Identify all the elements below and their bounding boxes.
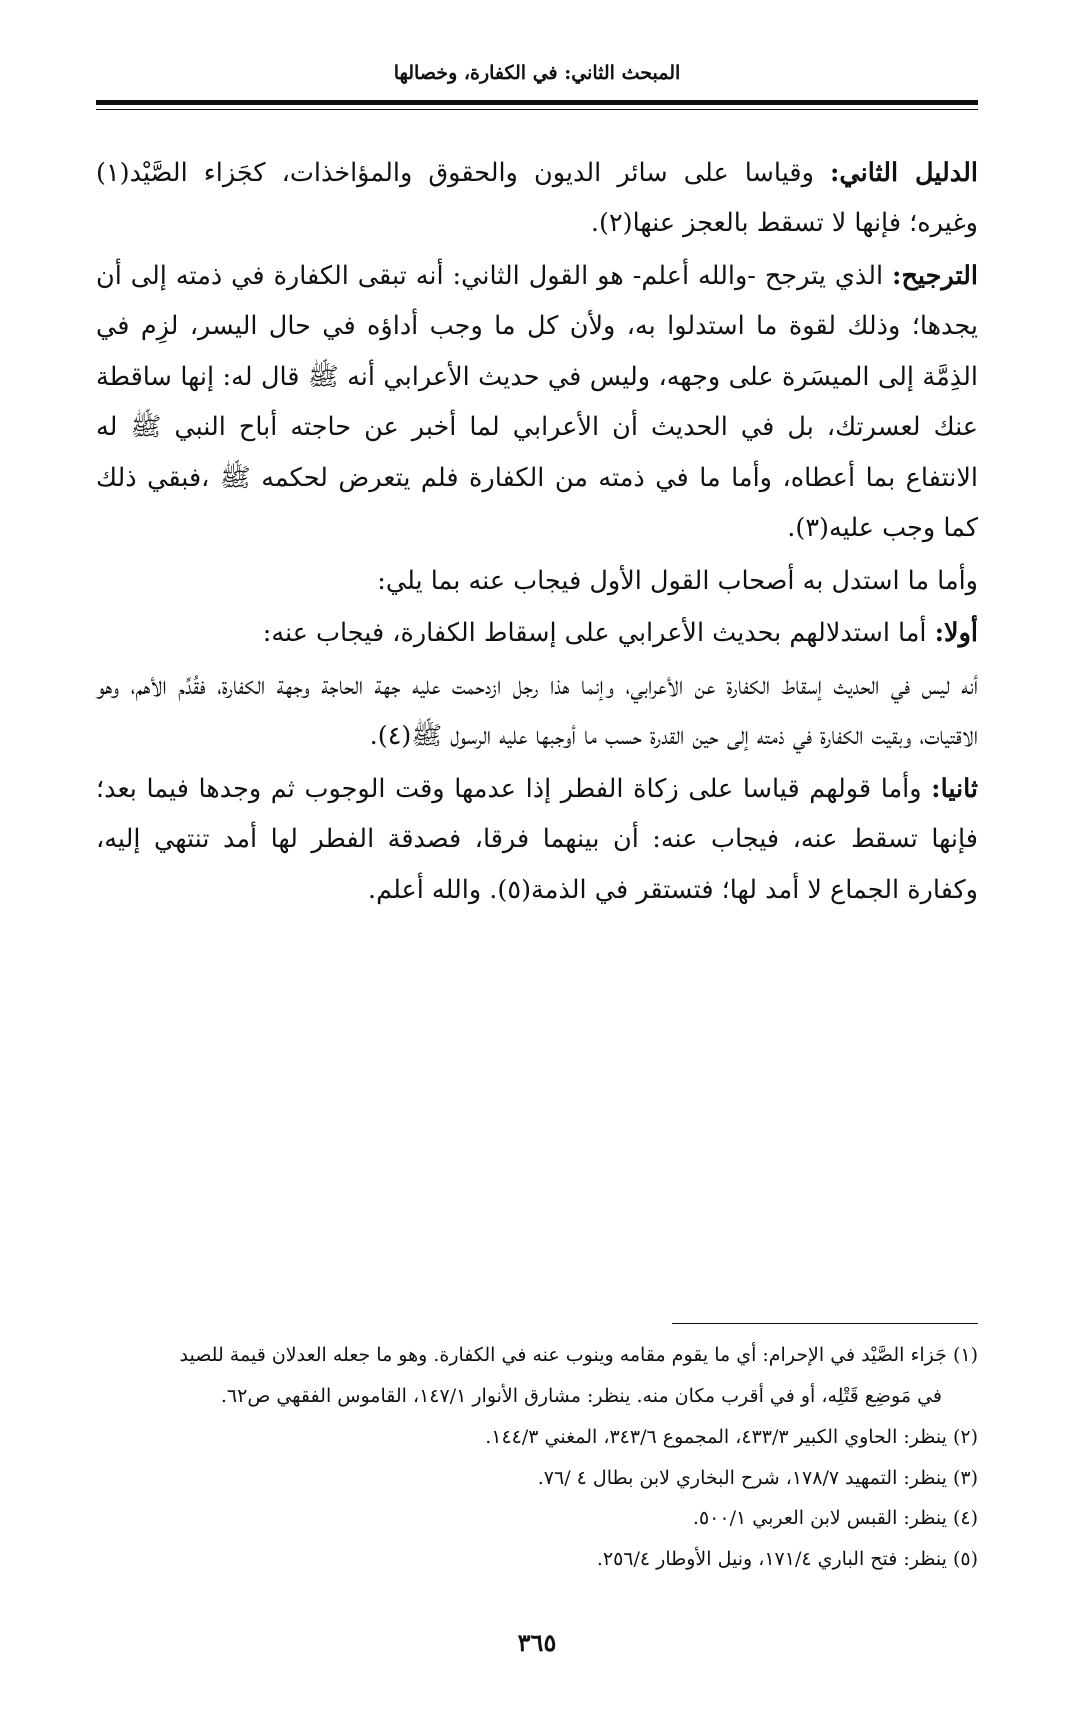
header-rule-thin — [96, 109, 978, 110]
running-header: المبحث الثاني: في الكفارة، وخصالها — [393, 62, 681, 84]
paragraph-label: ثانيا: — [931, 773, 978, 804]
footnote-3: (٣) ينظر: التمهيد ١٧٨/٧، شرح البخاري لابن بطال ٤ /٧٦. — [537, 1466, 978, 1489]
footnote-2: (٢) ينظر: الحاوي الكبير ٤٣٣/٣، المجموع ٣٤٣/٦، المغني ١٤٤/٣. — [485, 1425, 978, 1448]
paragraph-first-point — [96, 608, 978, 658]
footnote-1: (١) جَزاء الصَّيْد في الإحرام: أي ما يقوم مقامه وينوب عنه في الكفارة. وهو ما جعله العدلان قيمة للصيد — [179, 1344, 978, 1366]
paragraph-text: وأما قولهم قياسا على زكاة الفطر إذا عدمها وقت الوجوب ثم وجدها فيما بعد؛ فإنها تسقط عنه، فيجاب عنه: أن بينهما فرقا، فصدقة الفطر لها أمد تنتهي إليه، وكفارة الجماع لا أمد لها؛ فتستقر في الذمة(٥). والله أعلم. — [96, 773, 978, 905]
header-rule-thick — [96, 100, 978, 105]
footnotes — [96, 1335, 978, 1580]
paragraph-second-evidence — [96, 148, 978, 249]
footnote-separator — [672, 1323, 978, 1324]
paragraph-label: الترجيح: — [892, 260, 978, 291]
paragraph-response-intro — [96, 556, 978, 606]
paragraph-text: وقياسا على سائر الديون والحقوق والمؤاخذات، كجَزاء الصَّيْد(١) وغيره؛ فإنها لا تسقط بالعجز عنها(٢). — [96, 158, 978, 239]
footnote-4: (٤) ينظر: القبس لابن العربي ٥٠٠/١. — [692, 1507, 978, 1530]
body-text — [96, 148, 978, 917]
paragraph-text: أما استدلالهم بحديث الأعرابي على إسقاط الكفارة، فيجاب عنه: — [262, 618, 935, 649]
paragraph-text: أنه ليس في الحديث إسقاط الكفارة عن الأعرابي، وإنما هذا رجل ازدحمت عليه جهة الحاجة وجهة الكفارة، فقُدِّم الأهم، وهو الاقتيات، وبقيت الكفارة في ذمته إلى حين القدرة حسب ما أوجبها عليه الرسول ﷺ(٤). — [96, 670, 978, 752]
footnote-1-continuation: في مَوضِع قَتْلِه، أو في أقرب مكان منه. ينظر: مشارق الأنوار ١٤٧/١، القاموس الفقهي ص٦٢. — [220, 1384, 942, 1407]
paragraph-preference — [96, 251, 978, 554]
paragraph-label: أولا: — [934, 618, 978, 649]
page-number: ٣٦٥ — [517, 1628, 557, 1657]
paragraph-label: الدليل الثاني: — [830, 158, 979, 188]
footnote-5: (٥) ينظر: فتح الباري ١٧١/٤، ونيل الأوطار ٢٥٦/٤. — [596, 1548, 978, 1571]
paragraph-text: وأما ما استدل به أصحاب القول الأول فيجاب عنه بما يلي: — [377, 565, 978, 596]
paragraph-first-answer — [96, 661, 978, 762]
paragraph-second-point — [96, 764, 978, 915]
paragraph-text: الذي يترجح -والله أعلم- هو القول الثاني: أنه تبقى الكفارة في ذمته إلى أن يجدها؛ وذلك لقوة ما استدلوا به، ولأن كل ما وجب أداؤه في حال اليسر، لزِم في الذِمَّة إلى الميسَرة على وجهه، وليس في حديث الأعرابي أنه ﷺ قال له: إنها ساقطة عنك لعسرتك، بل في الحديث أن الأعرابي لما أخبر عن حاجته أباح النبي ﷺ له الانتفاع بما أعطاه، وأما ما في ذمته من الكفارة فلم يتعرض لحكمه ﷺ ،فبقي ذلك كما وجب عليه(٣). — [96, 260, 978, 544]
